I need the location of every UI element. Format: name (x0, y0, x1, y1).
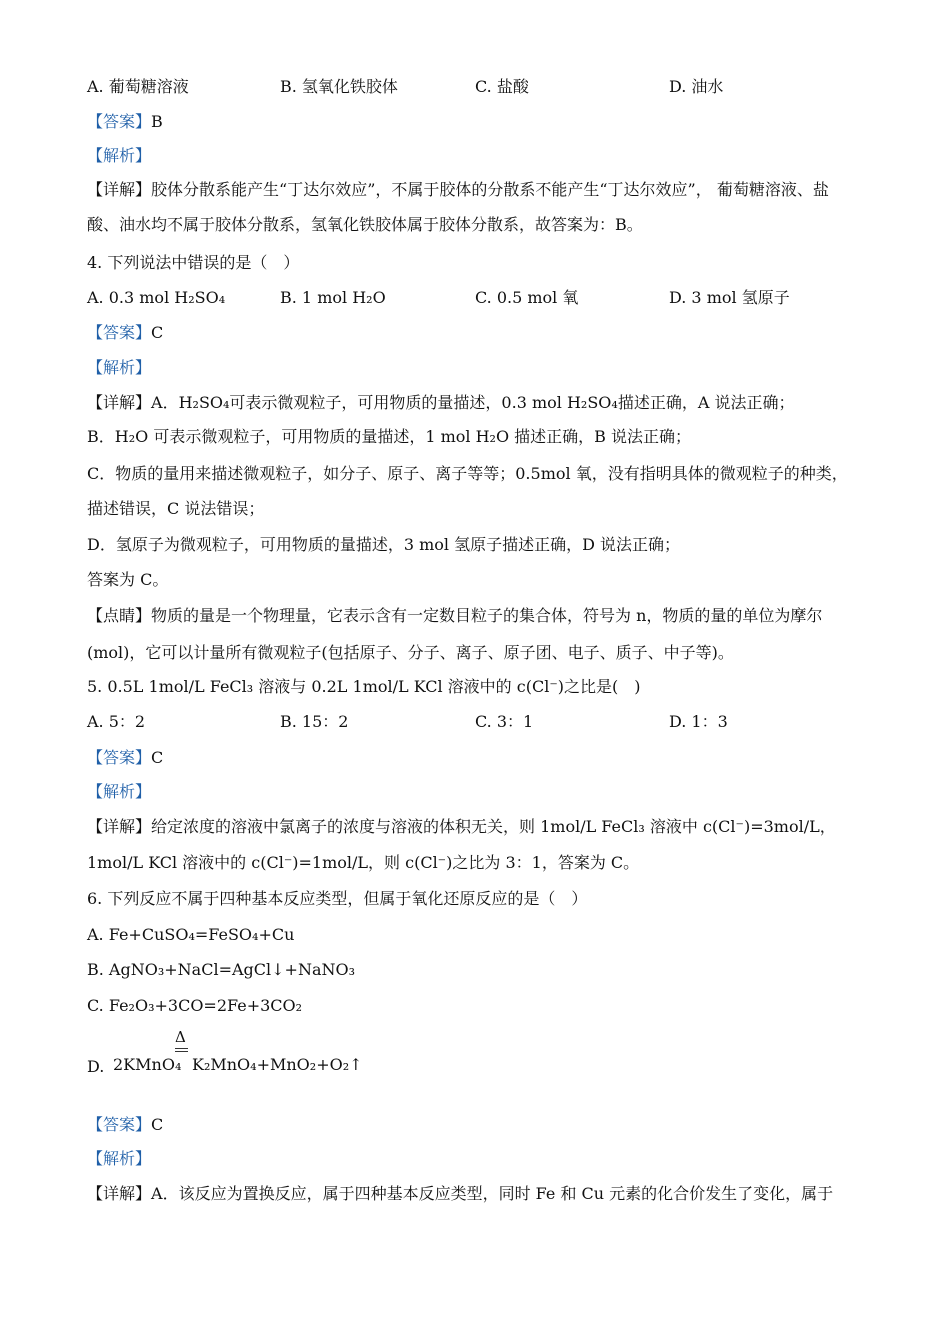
q5-detail-line-1: 【详解】给定浓度的溶液中氯离子的浓度与溶液的体积无关，则 1mol/L FeCl₃ 溶液中 c(Cl⁻)=3mol/L， (87, 817, 836, 836)
answer-value: B (151, 112, 163, 131)
q5-detail-line-2: 1mol/L KCl 溶液中的 c(Cl⁻)=1mol/L，则 c(Cl⁻)之比为 3：1，答案为 C。 (87, 853, 640, 872)
q4-option-c: C. 0.5 mol 氧 (475, 288, 579, 307)
q4-detail-a: 【详解】A．H₂SO₄可表示微观粒子，可用物质的量描述，0.3 mol H₂SO₄描述正确，A 说法正确； (87, 393, 795, 412)
note-tag: 【点睛】 (87, 606, 152, 625)
q4-stem: 4. 下列说法中错误的是（ ） (87, 253, 300, 272)
q6-option-d-reactant: 2KMnO₄ (113, 1055, 182, 1074)
q6-option-a: A. Fe+CuSO₄=FeSO₄+Cu (87, 925, 295, 944)
q5-option-a: A. 5：2 (87, 712, 146, 731)
q6-option-c: C. Fe₂O₃+3CO=2Fe+3CO₂ (87, 996, 303, 1015)
q3-detail-line-2: 酸、油水均不属于胶体分散系，氢氧化铁胶体属于胶体分散系，故答案为：B。 (87, 215, 643, 234)
q4-detail-b: B．H₂O 可表示微观粒子，可用物质的量描述，1 mol H₂O 描述正确，B 说法正确； (87, 427, 692, 446)
detail-tag: 【详解】 (87, 180, 152, 199)
q4-answer: 【答案】C (87, 323, 164, 342)
q3-option-d: D. 油水 (669, 77, 724, 96)
q4-option-d: D. 3 mol 氢原子 (669, 288, 790, 307)
q4-option-b: B. 1 mol H₂O (280, 288, 386, 307)
q5-stem: 5. 0.5L 1mol/L FeCl₃ 溶液与 0.2L 1mol/L KCl 溶液中的 c(Cl⁻)之比是( ) (87, 677, 641, 696)
q5-option-c: C. 3：1 (475, 712, 534, 731)
q4-analysis-tag: 【解析】 (87, 358, 152, 377)
q6-option-d-products: K₂MnO₄+MnO₂+O₂↑ (192, 1055, 363, 1074)
q6-stem: 6. 下列反应不属于四种基本反应类型，但属于氧化还原反应的是（ ） (87, 889, 588, 908)
q6-detail-line-1: 【详解】A．该反应为置换反应，属于四种基本反应类型，同时 Fe 和 Cu 元素的化合价发生了变化，属于 (87, 1184, 834, 1203)
q3-answer (87, 112, 163, 132)
q3-option-b: B. 氢氧化铁胶体 (280, 77, 398, 96)
q3-analysis-tag: 【解析】 (87, 146, 152, 165)
q4-detail-c-2: 描述错误，C 说法错误； (87, 499, 265, 518)
heat-condition: Δ (175, 1028, 186, 1046)
q3-detail-line-1: 【详解】胶体分散系能产生“丁达尔效应”，不属于胶体的分散系不能产生“丁达尔效应”， 葡萄糖溶液、盐 (87, 180, 829, 199)
q4-note-line-1: 【点睛】物质的量是一个物理量，它表示含有一定数目粒子的集合体，符号为 n，物质的量的单位为摩尔 (87, 606, 823, 625)
q6-answer: 【答案】C (87, 1115, 164, 1134)
q4-note-line-2: (mol)，它可以计量所有微观粒子(包括原子、分子、离子、原子团、电子、质子、中子等)。 (87, 643, 734, 662)
q6-option-b: B. AgNO₃+NaCl=AgCl↓+NaNO₃ (87, 960, 356, 979)
q5-option-d: D. 1：3 (669, 712, 728, 731)
q5-analysis-tag: 【解析】 (87, 782, 152, 801)
q5-answer: 【答案】C (87, 748, 164, 767)
q4-option-a: A. 0.3 mol H₂SO₄ (87, 288, 226, 307)
q6-option-d-label: D. (87, 1057, 105, 1076)
q6-analysis-tag: 【解析】 (87, 1149, 152, 1168)
answer-tag: 【答案】 (87, 112, 152, 131)
q3-option-c: C. 盐酸 (475, 77, 529, 96)
equals-sign (175, 1048, 188, 1052)
q4-conclusion: 答案为 C。 (87, 570, 169, 589)
q4-detail-c-1: C．物质的量用来描述微观粒子，如分子、原子、离子等等；0.5mol 氧，没有指明具体的微观粒子的种类， (87, 464, 848, 483)
q3-option-a: A. 葡萄糖溶液 (87, 77, 189, 96)
q4-detail-d: D．氢原子为微观粒子，可用物质的量描述，3 mol 氢原子描述正确，D 说法正确； (87, 535, 681, 554)
q5-option-b: B. 15：2 (280, 712, 349, 731)
